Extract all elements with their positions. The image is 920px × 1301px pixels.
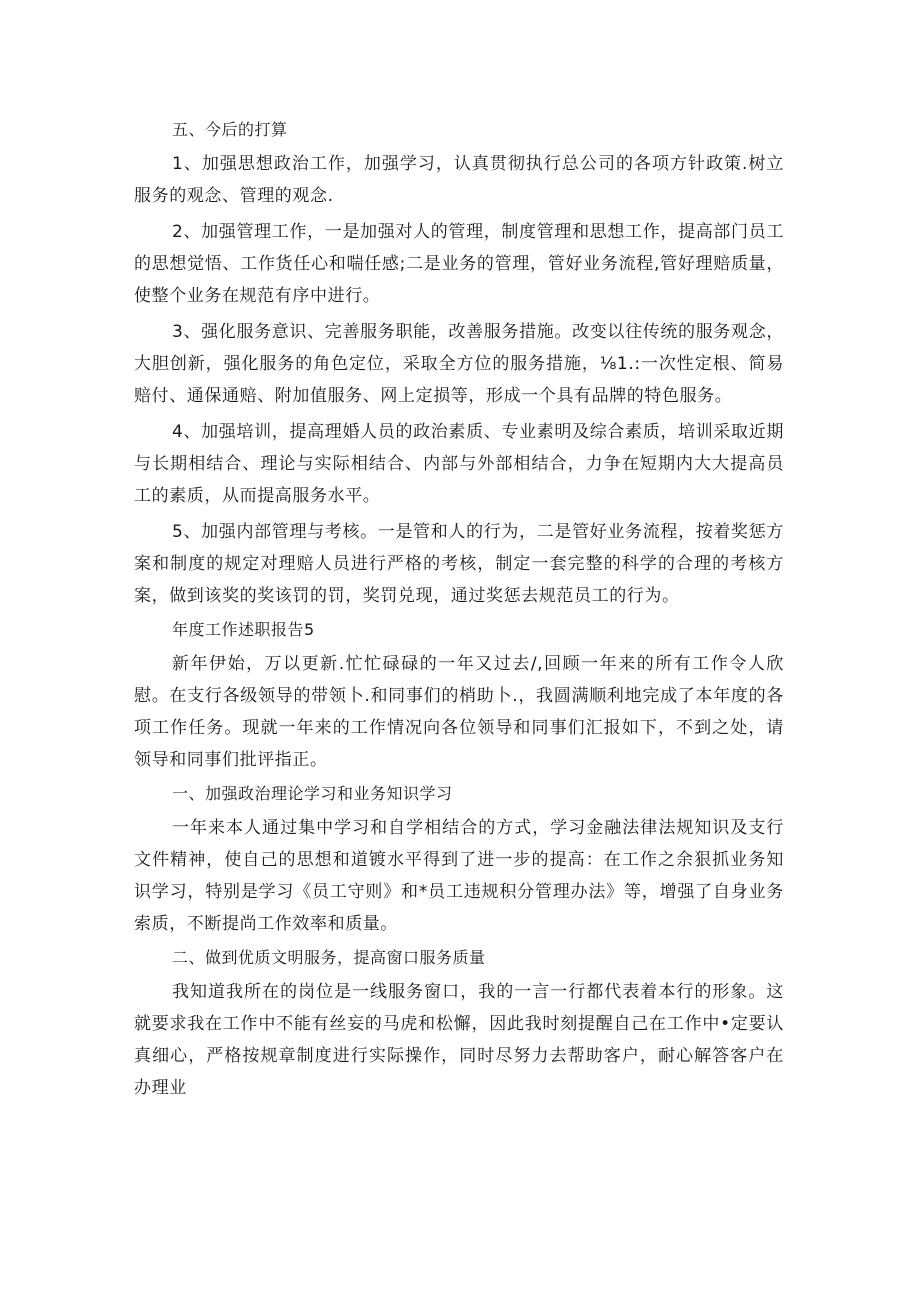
plan-item-2: 2、加强管理工作，一是加强对人的管理，制度管理和思想工作，提高部门员工的思想觉悟、工作货任心和喘任感;二是业务的管理，管好业务流程,管好理赔质量，使整个业务在规范有序中进行。 <box>134 222 784 306</box>
plan-item-1: 1、加强思想政治工作，加强学习，认真贯彻执行总公司的各项方针政策.树立服务的观念、管理的观念. <box>134 154 784 206</box>
section-heading-study: 一、加强政治理论学习和业务知识学习 <box>172 784 453 803</box>
section-body-service: 我知道我所在的岗位是一线服务窗口，我的一言一行都代表着本行的形象。这就要求我在工作中不能有丝妄的马虎和松懈，因此我时刻提醒自己在工作中•定要认真细心，严格按规章制度进行实际操作，同时尽努力去帮助客户，耐心解答客户在办理业 <box>134 982 784 1098</box>
report-title: 年度工作述职报告5 <box>172 620 315 639</box>
plan-item-5: 5、加强内部管理与考核。一是管和人的行为，二是管好业务流程，按着奖惩方案和制度的规定对理赔人员进行严格的考核，制定一套完整的科学的合理的考核方案，做到该奖的奖该罚的罚，奖罚兑现，通过奖惩去规范员工的行为。 <box>134 522 784 606</box>
plan-item-3: 3、强化服务意识、完善服务职能，改善服务措施。改变以往传统的服务观念，大胆创新，强化服务的角色定位，采取全方位的服务措施，⅛1.:一次性定根、简易赔付、通保通赔、附加值服务、网上定损等，形成一个具有品牌的特色服务。 <box>134 322 784 406</box>
section-heading-service: 二、做到优质文明服务，提高窗口服务质量 <box>172 948 486 967</box>
section-heading-plans: 五、今后的打算 <box>172 120 288 139</box>
document-body <box>134 116 784 1104</box>
plan-item-4: 4、加强培训，提高理婚人员的政治素质、专业素明及综合素质，培训采取近期与长期相结合、理论与实际相结合、内部与外部相结合，力争在短期内大大提高员工的素质，从而提高服务水平。 <box>134 422 784 506</box>
section-body-study: 一年来本人通过集中学习和自学相结合的方式，学习金融法律法规知识及支行文件精神，使自己的思想和道镀水平得到了进一步的提高：在工作之余狠抓业务知识学习，特别是学习《员工守则》和*员工违规积分管理办法》等，增强了自身业务索质，不断提尚工作效率和质量。 <box>134 818 784 934</box>
report-intro: 新年伊始，万以更新.忙忙碌碌的一年又过去/,回顾一年来的所有工作令人欣慰。在支行各级领导的带领卜.和同事们的梢助卜.，我圆满顺利地完成了本年度的各项工作任务。现就一年来的工作情况向各位领导和同事们汇报如下，不到之处，请领导和同事们批评指正。 <box>134 654 784 770</box>
